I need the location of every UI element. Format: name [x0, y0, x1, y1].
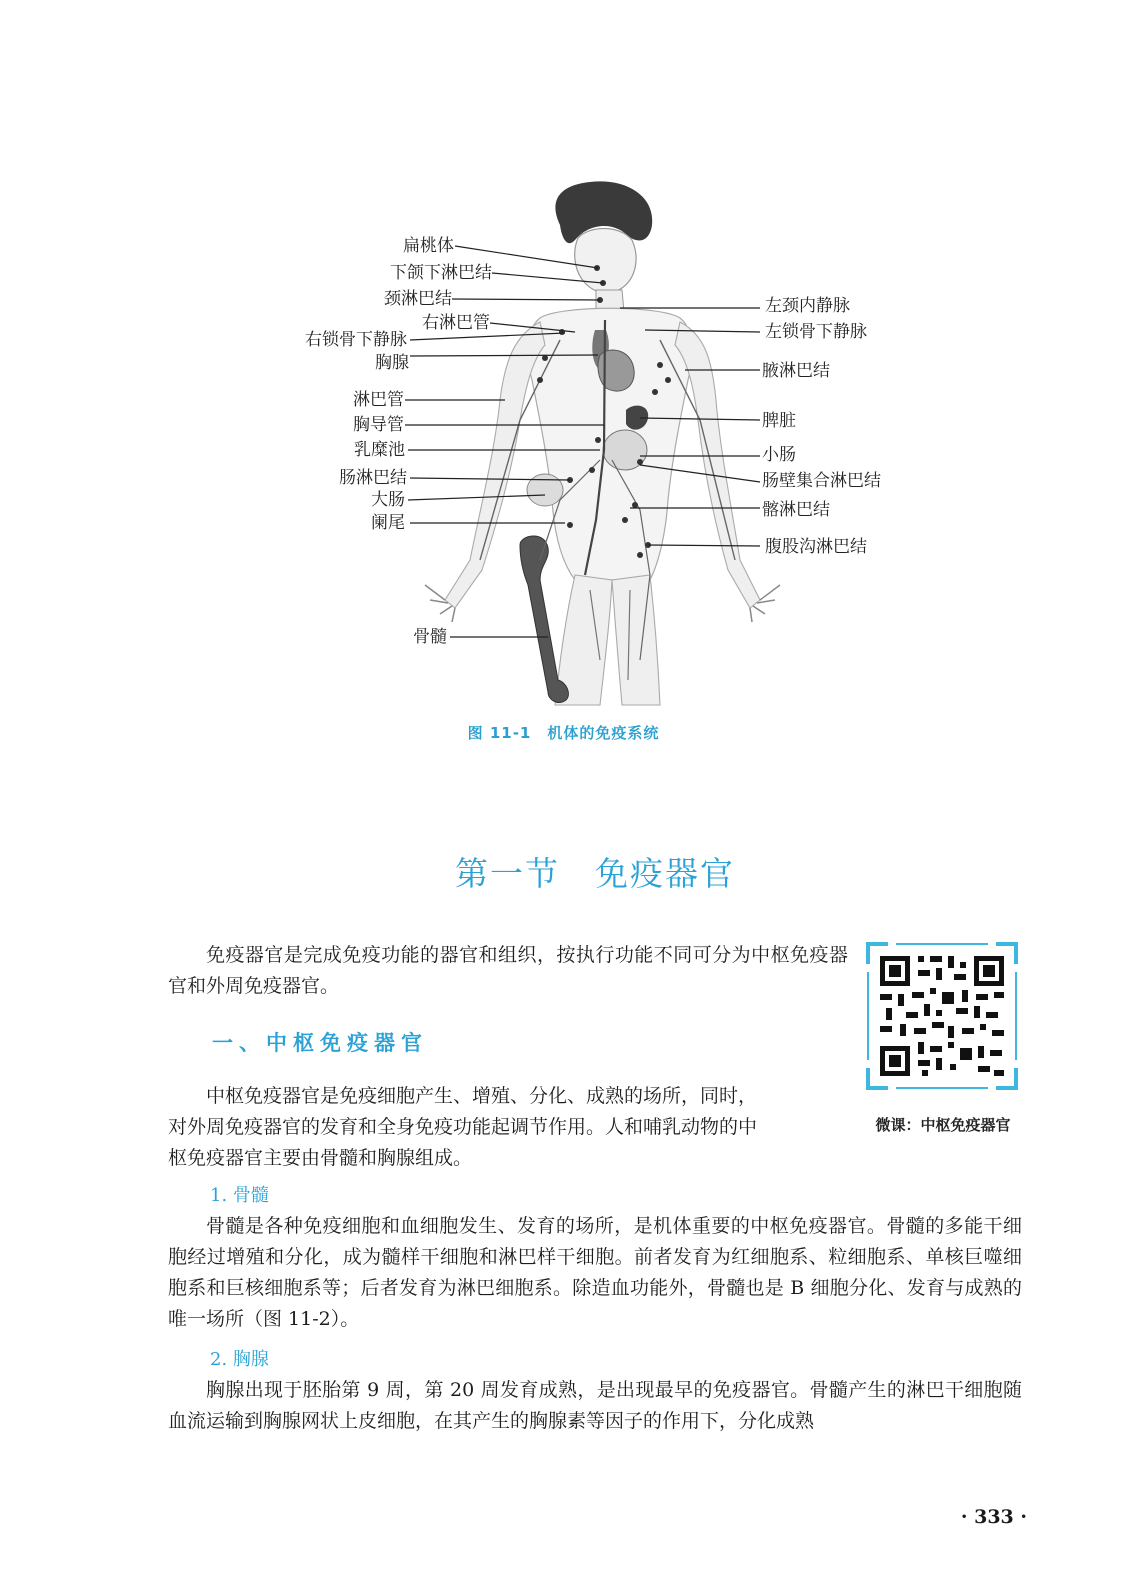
intro-paragraph: 免疫器官是完成免疫功能的器官和组织，按执行功能不同可分为中枢免疫器官和外周免疫器官。	[168, 944, 848, 997]
label-cisterna-chyli: 乳糜池	[354, 440, 405, 460]
central-line-1: 中枢免疫器官是免疫细胞产生、增殖、分化、成熟的场所，同时，	[206, 1085, 758, 1107]
thymus-paragraph: 胸腺出现于胚胎第 9 周，第 20 周发育成熟，是出现最早的免疫器官。骨髓产生的淋巴干细胞随血流运输到胸腺网状上皮细胞，在其产生的胸腺素等因子的作用下，分化成熟	[168, 1379, 1022, 1432]
heading-thymus: 2. 胸腺	[210, 1349, 269, 1370]
qr-caption: 微课：中枢免疫器官	[875, 1116, 1011, 1134]
section-title: 第一节 免疫器官	[455, 854, 735, 893]
page-number: · 333 ·	[960, 1506, 1027, 1528]
central-organs-paragraph	[168, 1081, 858, 1174]
label-left-jugular-vein: 左颈内静脉	[765, 296, 850, 316]
label-left-subclavian-vein: 左锁骨下静脉	[765, 322, 867, 342]
label-cervical-node: 颈淋巴结	[384, 289, 452, 309]
central-line-3: 枢免疫器官主要由骨髓和胸腺组成。	[168, 1147, 473, 1169]
label-iliac-node: 髂淋巴结	[762, 500, 830, 520]
label-thymus: 胸腺	[375, 353, 409, 373]
label-lymph-vessel: 淋巴管	[353, 390, 404, 410]
label-peyers-patch: 肠壁集合淋巴结	[762, 471, 881, 491]
label-bone-marrow: 骨髓	[413, 627, 447, 647]
label-small-intestine: 小肠	[762, 445, 796, 465]
immune-system-figure	[0, 0, 1127, 760]
label-submandibular-node: 下颌下淋巴结	[390, 263, 492, 283]
label-tonsil: 扁桃体	[403, 236, 454, 256]
figure-caption: 图 11-1 机体的免疫系统	[467, 724, 660, 742]
central-line-2: 对外周免疫器官的发育和全身免疫功能起调节作用。人和哺乳动物的中	[168, 1116, 758, 1138]
bone-marrow-paragraph: 骨髓是各种免疫细胞和血细胞发生、发育的场所，是机体重要的中枢免疫器官。骨髓的多能干细胞经过增殖和分化，成为髓样干细胞和淋巴样干细胞。前者发育为红细胞系、粒细胞系、单核巨噬细胞系和巨核细胞系等；后者发育为淋巴细胞系。除造血功能外，骨髓也是 B 细胞分化、发育与成熟的唯一场所（图 11-2）。	[168, 1215, 1022, 1330]
heading-central-immune-organs: 一、中枢免疫器官	[212, 1031, 428, 1055]
label-right-subclavian-vein: 右锁骨下静脉	[305, 330, 407, 350]
label-thoracic-duct: 胸导管	[353, 415, 404, 435]
label-axillary-node: 腋淋巴结	[762, 361, 830, 381]
heading-bone-marrow: 1. 骨髓	[210, 1185, 269, 1206]
label-right-lymph-duct: 右淋巴管	[422, 313, 490, 333]
label-appendix: 阑尾	[371, 513, 405, 533]
qr-code-icon	[866, 942, 1018, 1090]
label-inguinal-node: 腹股沟淋巴结	[765, 537, 867, 557]
body-illustration	[0, 0, 1127, 760]
label-large-intestine: 大肠	[371, 490, 405, 510]
qr-code[interactable]	[866, 942, 1018, 1090]
label-spleen: 脾脏	[762, 411, 796, 431]
label-intestinal-node: 肠淋巴结	[339, 468, 407, 488]
